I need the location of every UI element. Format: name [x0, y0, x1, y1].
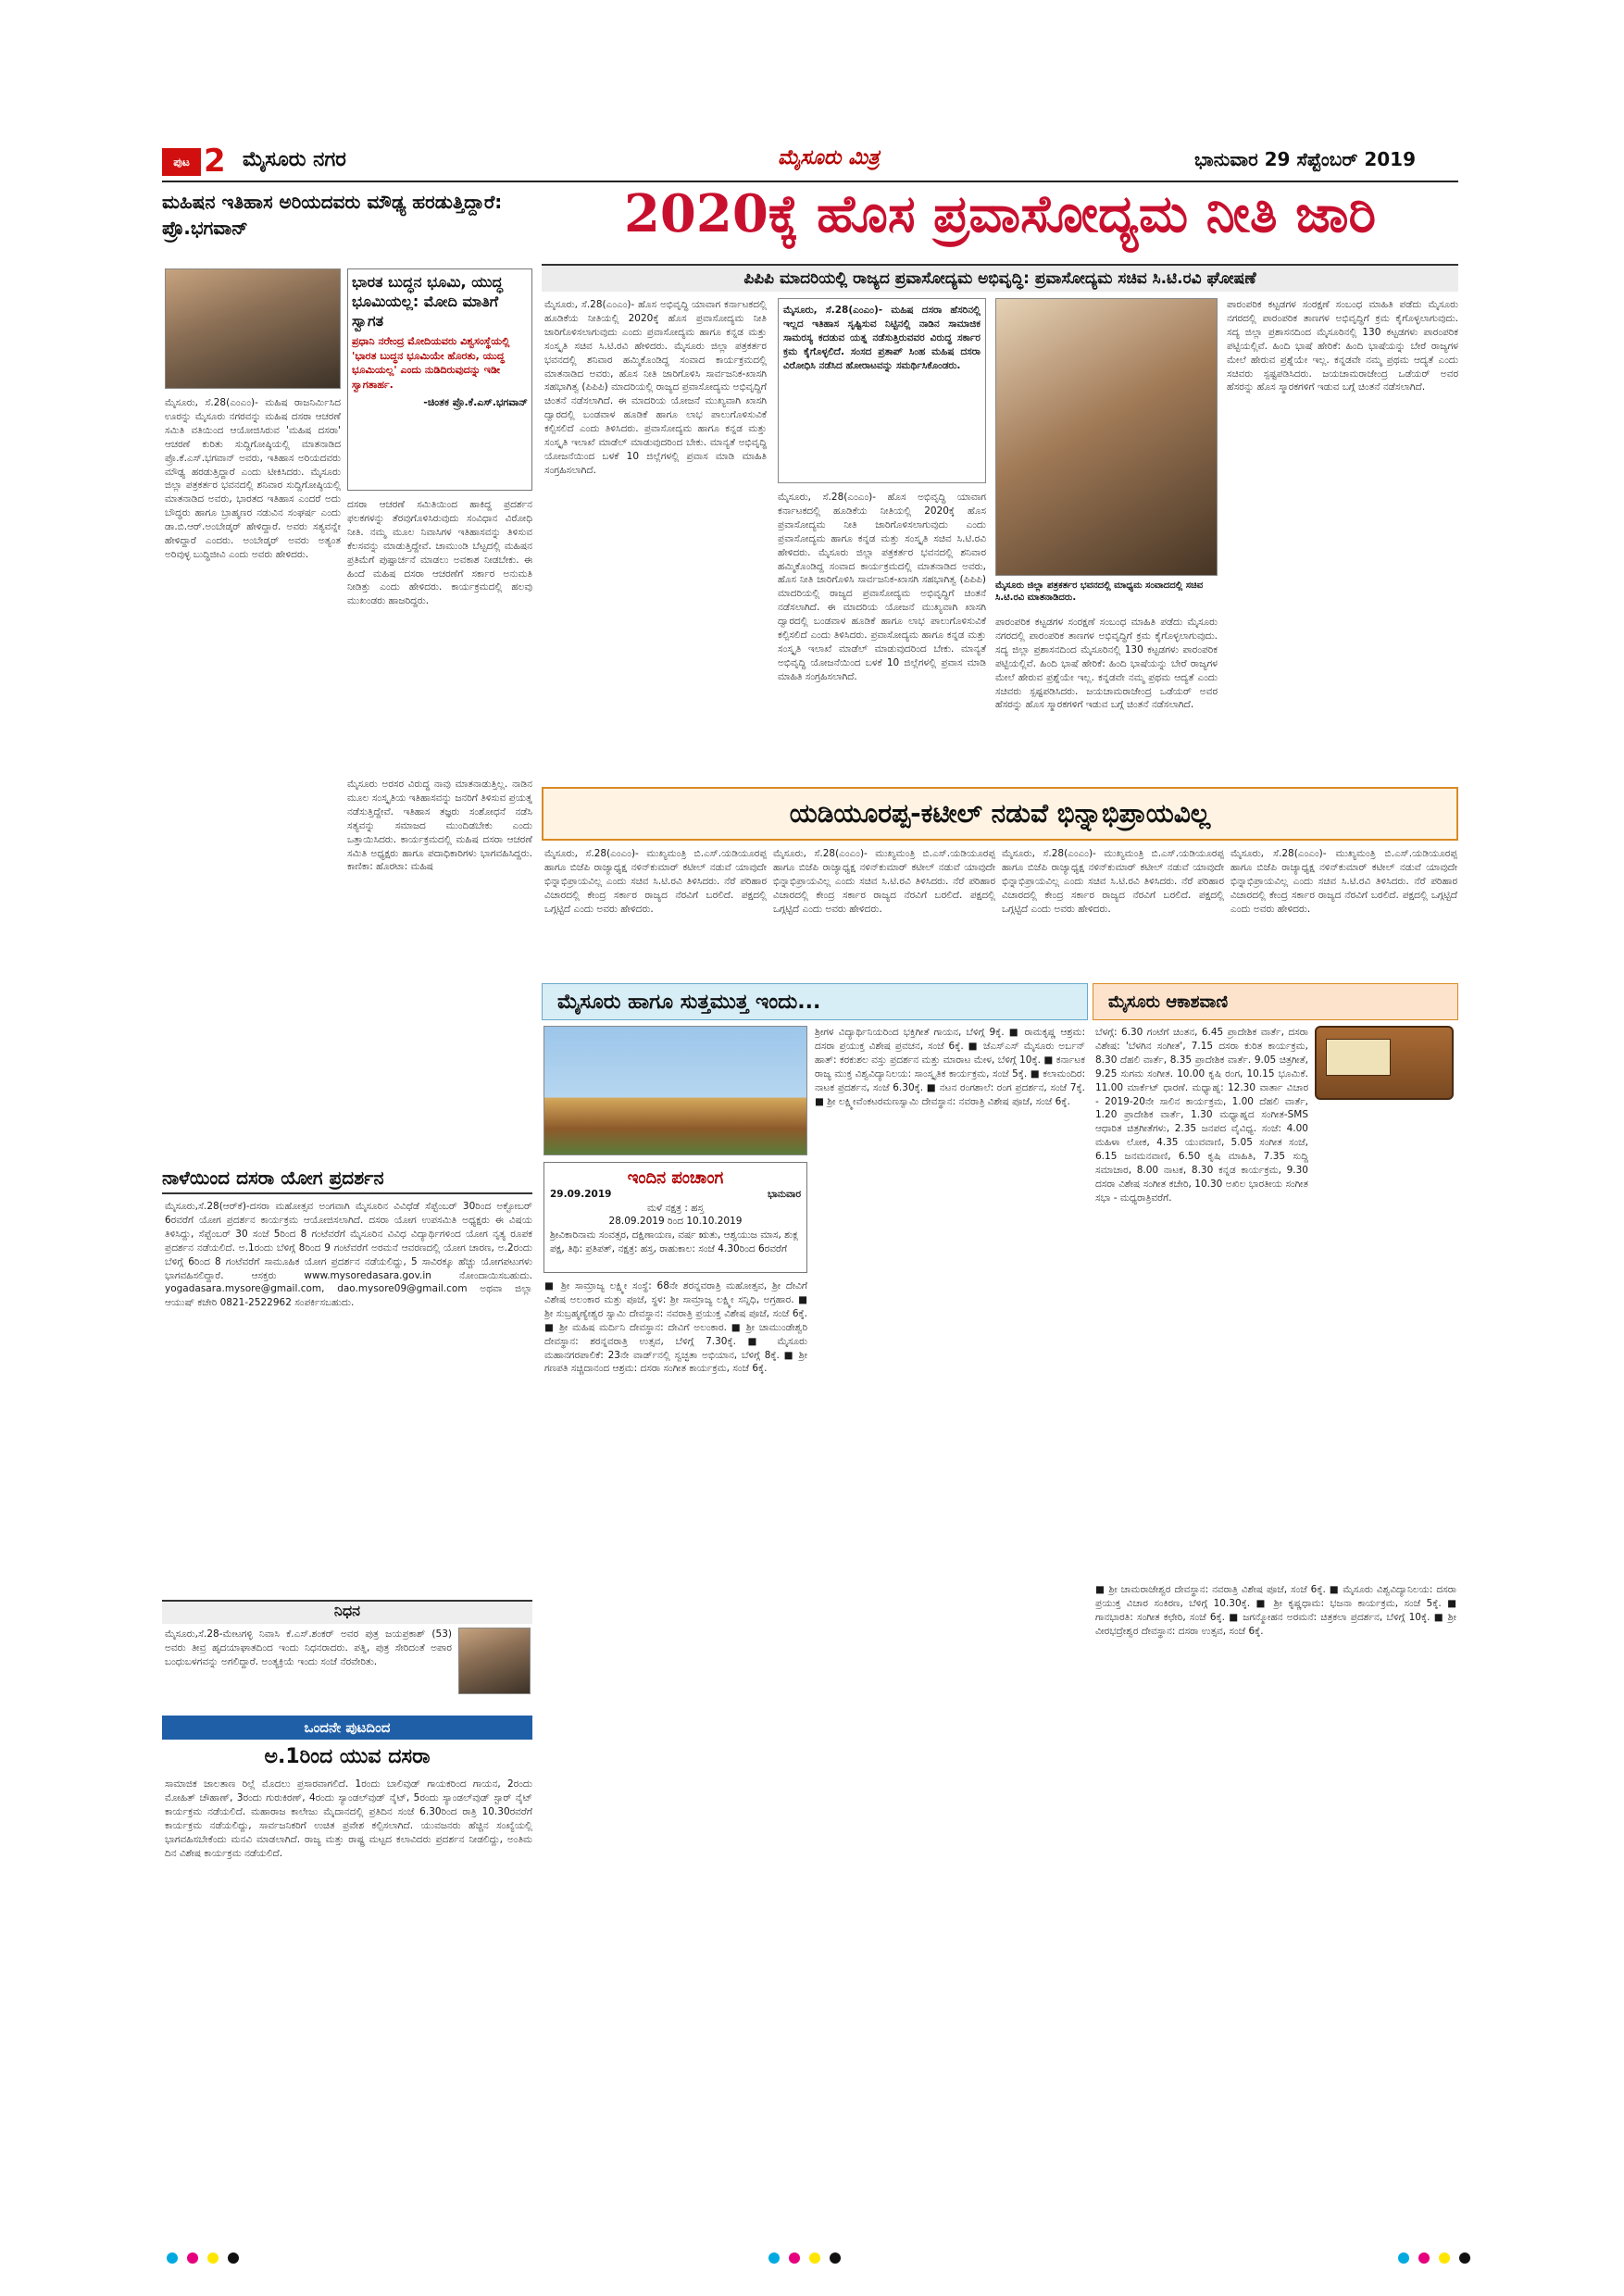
- side-story-col-3: ಮೈಸೂರು ಅರಸರ ವಿರುದ್ಧ ನಾವು ಮಾತನಾಡುತ್ತಿಲ್ಲ. ನಾಡಿನ ಮೂಲ ಸಂಸ್ಕೃತಿಯ ಇತಿಹಾಸವನ್ನು ಜನರಿಗೆ ತಿಳಿಸುವ ಪ್ರಯತ್ನ ನಡೆಸುತ್ತಿದ್ದೇವೆ. ಇತಿಹಾಸ ತಜ್ಞರು ಸಂಶೋಧನೆ ನಡೆಸಿ ಸತ್ಯವನ್ನು ಸಮಾಜದ ಮುಂದಿಡಬೇಕು ಎಂದು ಒತ್ತಾಯಿಸಿದರು. ಕಾರ್ಯಕ್ರಮದಲ್ಲಿ ಮಹಿಷ ದಸರಾ ಆಚರಣೆ ಸಮಿತಿ ಅಧ್ಯಕ್ಷರು ಹಾಗೂ ಪದಾಧಿಕಾರಿಗಳು ಭಾಗವಹಿಸಿದ್ದರು. ಕಾಣಿಕಾ: ಹೊರಟಾ: ಮಹಿಷ: [347, 779, 532, 873]
- events-col-a: ■ ಶ್ರೀ ಸಾಮ್ರಾಜ್ಯ ಲಕ್ಷ್ಮೀ ಸಂಸ್ಥೆ: 68ನೇ ಶರನ್ನವರಾತ್ರಿ ಮಹೋತ್ಸವ, ಶ್ರೀ ದೇವಿಗೆ ವಿಶೇಷ ಅಲಂಕಾರ ಮತ್ತು ಪೂಜೆ, ಸ್ಥಳ: ಶ್ರೀ ಸಾಮ್ರಾಜ್ಯ ಲಕ್ಷ್ಮೀ ಸನ್ನಿಧಿ, ಅಗ್ರಹಾರ. ■ ಶ್ರೀ ಸುಬ್ರಹ್ಮಣ್ಯೇಶ್ವರ ಸ್ವಾಮಿ ದೇವಸ್ಥಾನ: ನವರಾತ್ರಿ ಪ್ರಯುಕ್ತ ವಿಶೇಷ ಪೂಜೆ, ಸಂಜೆ 6ಕ್ಕೆ. ■ ಶ್ರೀ ಮಹಿಷ ಮರ್ದಿನಿ ದೇವಸ್ಥಾನ: ದೇವಿಗೆ ಅಲಂಕಾರ. ■ ಶ್ರೀ ಚಾಮುಂಡೇಶ್ವರಿ ದೇವಸ್ಥಾನ: ಶರನ್ನವರಾತ್ರಿ ಉತ್ಸವ, ಬೆಳಿಗ್ಗೆ 7.30ಕ್ಕೆ. ■ ಮೈಸೂರು ಮಹಾನಗರಪಾಲಿಕೆ: 23ನೇ ವಾರ್ಡ್‌ನಲ್ಲಿ ಸ್ವಚ್ಛತಾ ಅಭಿಯಾನ, ಬೆಳಿಗ್ಗೆ 8ಕ್ಕೆ. ■ ಶ್ರೀ ಗಣಪತಿ ಸಚ್ಚಿದಾನಂದ ಆಶ್ರಮ: ದಸರಾ ಸಂಗೀತ ಕಾರ್ಯಕ್ರಮ, ಸಂಜೆ 6ಕ್ಕೆ.: [544, 1280, 807, 1375]
- dasara-yoga-body: ಮೈಸೂರು,ಸೆ.28(ಆರ್‌ಕೆ)-ದಸರಾ ಮಹೋತ್ಸವ ಅಂಗವಾಗಿ ಮೈಸೂರಿನ ವಿವಿಧೆಡೆ ಸೆಪ್ಟೆಂಬರ್ 30ರಿಂದ ಅಕ್ಟೋಬರ್ 6ರವರೆಗೆ ಯೋಗ ಪ್ರದರ್ಶನ ಕಾರ್ಯಕ್ರಮ ಆಯೋಜಿಸಲಾಗಿದೆ. ದಸರಾ ಯೋಗ ಉಪಸಮಿತಿ ಅಧ್ಯಕ್ಷರು ಈ ವಿಷಯ ತಿಳಿಸಿದ್ದು, ಸೆಪ್ಟೆಂಬರ್ 30 ಸಂಜೆ 5ರಿಂದ 8 ಗಂಟೆವರೆಗೆ ಮೈಸೂರಿನ ವಿವಿಧ ವಿದ್ಯಾರ್ಥಿಗಳಿಂದ ಯೋಗ ನೃತ್ಯ ರೂಪಕ ಪ್ರದರ್ಶನ ನಡೆಯಲಿದೆ. ಅ.1ರಂದು ಬೆಳಿಗ್ಗೆ 8ರಿಂದ 9 ಗಂಟೆವರೆಗೆ ಅರಮನೆ ಆವರಣದಲ್ಲಿ ಯೋಗ ಚಾರಣ, ಅ.2ರಂದು ಬೆಳಿಗ್ಗೆ 6ರಿಂದ 8 ಗಂಟೆವರೆಗೆ ಸಾಮೂಹಿಕ ಯೋಗ ಪ್ರದರ್ಶನ ನಡೆಯಲಿದ್ದು, 5 ಸಾವಿರಕ್ಕೂ ಹೆಚ್ಚು ಯೋಗಪಟುಗಳು ಭಾಗವಹಿಸಲಿದ್ದಾರೆ. ಆಸಕ್ತರು www.mysoredasara.gov.in ನೋಂದಾಯಿಸಬಹುದು. yogadasara.mysore@gmail.com, dao.mysore09@gmail.com ಅಥವಾ ಜಿಲ್ಲಾ ಆಯುಷ್ ಕಚೇರಿ 0821-2522962 ಸಂಪರ್ಕಿಸಬಹುದು.: [165, 1201, 532, 1309]
- cyan-mark: [1398, 2252, 1409, 2264]
- mid-headline: ಯಡಿಯೂರಪ್ಪ-ಕಟೀಲ್ ನಡುವೆ ಭಿನ್ನಾಭಿಪ್ರಾಯವಿಲ್ಲ: [542, 787, 1458, 841]
- panchanga-text: ಶ್ರೀವಿಕಾರಿನಾಮ ಸಂವತ್ಸರ, ದಕ್ಷಿಣಾಯಣ, ವರ್ಷ ಋತು, ಆಶ್ವಯುಜ ಮಾಸ, ಶುಕ್ಲ ಪಕ್ಷ, ತಿಥಿ: ಪ್ರತಿಪತ್, ನಕ್ಷತ್ರ: ಹಸ್ತ, ರಾಹುಕಾಲ: ಸಂಜೆ 4.30ರಿಂದ 6ರವರೆಗೆ: [550, 1229, 799, 1254]
- radio-dial: [1326, 1039, 1391, 1076]
- panchanga-title: ಇಂದಿನ ಪಂಚಾಂಗ: [627, 1168, 724, 1188]
- events-col-c: ■ ಶ್ರೀ ಚಾಮರಾಜೇಶ್ವರ ದೇವಸ್ಥಾನ: ನವರಾತ್ರಿ ವಿಶೇಷ ಪೂಜೆ, ಸಂಜೆ 6ಕ್ಕೆ. ■ ಮೈಸೂರು ವಿಶ್ವವಿದ್ಯಾನಿಲಯ: ದಸರಾ ಪ್ರಯುಕ್ತ ವಿಚಾರ ಸಂಕಿರಣ, ಬೆಳಿಗ್ಗೆ 10.30ಕ್ಕೆ. ■ ಶ್ರೀ ಕೃಷ್ಣಧಾಮ: ಭಜನಾ ಕಾರ್ಯಕ್ರಮ, ಸಂಜೆ 5ಕ್ಕೆ. ■ ಗಾನಭಾರತಿ: ಸಂಗೀತ ಕಛೇರಿ, ಸಂಜೆ 6ಕ್ಕೆ. ■ ಜಗನ್ಮೋಹನ ಅರಮನೆ: ಚಿತ್ರಕಲಾ ಪ್ರದರ್ಶನ, ಬೆಳಿಗ್ಗೆ 10ಕ್ಕೆ. ■ ಶ್ರೀ ವೀರಭದ್ರೇಶ್ವರ ದೇವಸ್ಥಾನ: ದಸರಾ ಉತ್ಸವ, ಸಂಜೆ 6ಕ್ಕೆ.: [1095, 1584, 1456, 1637]
- side-story-col-2: ದಸರಾ ಆಚರಣೆ ಸಮಿತಿಯಿಂದ ಹಾಕಿದ್ದ ಪ್ರದರ್ಶನ ಫಲಕಗಳನ್ನು ತೆರವುಗೊಳಿಸಿರುವುದು ಸಂವಿಧಾನ ವಿರೋಧಿ ನೀತಿ. ನಮ್ಮ ಮೂಲ ನಿವಾಸಿಗಳ ಇತಿಹಾಸವನ್ನು ತಿಳಿಸುವ ಕೆಲಸವನ್ನು ಮಾಡುತ್ತಿದ್ದೇವೆ. ಚಾಮುಂಡಿ ಬೆಟ್ಟದಲ್ಲಿ ಮಹಿಷನ ಪ್ರತಿಮೆಗೆ ಪುಷ್ಪಾರ್ಚನೆ ಮಾಡಲು ಅವಕಾಶ ನೀಡಬೇಕು. ಈ ಹಿಂದೆ ಮಹಿಷ ದಸರಾ ಆಚರಣೆಗೆ ಸರ್ಕಾರ ಅನುಮತಿ ನೀಡಿತ್ತು ಎಂದು ಹೇಳಿದರು. ಕಾರ್ಯಕ್ರಮದಲ್ಲಿ ಹಲವು ಮುಖಂಡರು ಹಾಜರಿದ್ದರು.: [347, 499, 532, 607]
- bhagavan-photo: [165, 268, 341, 389]
- ct-ravi-photo: [995, 298, 1218, 576]
- registration-marks-right: [1398, 2252, 1470, 2264]
- main-headline: 2020ಕ್ಕೆ ಹೊಸ ಪ್ರವಾಸೋದ್ಯಮ ನೀತಿ ಜಾರಿ: [623, 183, 1377, 244]
- akashavani-banner: ಮೈಸೂರು ಆಕಾಶವಾಣಿ: [1093, 983, 1458, 1020]
- side-quote-box: [347, 268, 532, 491]
- continued-headline: ಅ.1ರಿಂದ ಯುವ ದಸರಾ: [264, 1745, 431, 1768]
- registration-marks-center: [768, 2252, 841, 2264]
- ct-ravi-photo-caption: ಮೈಸೂರು ಜಿಲ್ಲಾ ಪತ್ರಕರ್ತರ ಭವನದಲ್ಲಿ ಮಾಧ್ಯಮ ಸಂವಾದದಲ್ಲಿ ಸಚಿವ ಸಿ.ಟಿ.ರವಿ ಮಾತನಾಡಿದರು.: [995, 580, 1204, 603]
- side-quote-title: ಭಾರತ ಬುದ್ಧನ ಭೂಮಿ, ಯುದ್ಧ ಭೂಮಿಯಲ್ಲ: ಮೋದಿ ಮಾತಿಗೆ ಸ್ವಾಗತ: [352, 273, 504, 330]
- yellow-mark: [207, 2252, 219, 2264]
- panchanga-star: ಮಳೆ ನಕ್ಷತ್ರ : ಹಸ್ತ: [647, 1202, 704, 1214]
- continued-banner: ಒಂದನೇ ಪುಟದಿಂದ: [162, 1716, 532, 1740]
- masthead: ಮೈಸೂರು ಮಿತ್ರ: [778, 146, 880, 169]
- panchanga-range: 28.09.2019 ರಿಂದ 10.10.2019: [608, 1216, 743, 1228]
- dateline: ಭಾನುವಾರ 29 ಸೆಪ್ಟೆಂಬರ್ 2019: [1194, 148, 1417, 170]
- yellow-mark: [1439, 2252, 1450, 2264]
- panchanga-date: 29.09.2019: [550, 1189, 612, 1200]
- events-col-b: ಶ್ರೀಗಳ ವಿದ್ಯಾರ್ಥಿನಿಯರಿಂದ ಭಕ್ತಿಗೀತೆ ಗಾಯನ, ಬೆಳಿಗ್ಗೆ 9ಕ್ಕೆ. ■ ರಾಮಕೃಷ್ಣ ಆಶ್ರಮ: ದಸರಾ ಪ್ರಯುಕ್ತ ವಿಶೇಷ ಪ್ರವಚನ, ಸಂಜೆ 6ಕ್ಕೆ. ■ ಜೆಎಸ್‌ಎಸ್ ಮೈಸೂರು ಅರ್ಬನ್ ಹಾತ್: ಕರಕುಶಲ ವಸ್ತು ಪ್ರದರ್ಶನ ಮತ್ತು ಮಾರಾಟ ಮೇಳ, ಬೆಳಿಗ್ಗೆ 10ಕ್ಕೆ. ■ ಕರ್ನಾಟಕ ರಾಜ್ಯ ಮುಕ್ತ ವಿಶ್ವವಿದ್ಯಾನಿಲಯ: ಸಾಂಸ್ಕೃತಿಕ ಕಾರ್ಯಕ್ರಮ, ಸಂಜೆ 5ಕ್ಕೆ. ■ ಕಲಾಮಂದಿರ: ನಾಟಕ ಪ್ರದರ್ಶನ, ಸಂಜೆ 6.30ಕ್ಕೆ. ■ ನಟನ ರಂಗಶಾಲೆ: ರಂಗ ಪ್ರದರ್ಶನ, ಸಂಜೆ 7ಕ್ಕೆ. ■ ಶ್ರೀ ಲಕ್ಷ್ಮೀವೆಂಕಟರಮಣಸ್ವಾಮಿ ದೇವಸ್ಥಾನ: ನವರಾತ್ರಿ ವಿಶೇಷ ಪೂಜೆ, ಸಂಜೆ 6ಕ್ಕೆ.: [815, 1027, 1085, 1107]
- panchanga-day: ಭಾನುವಾರ: [767, 1189, 801, 1200]
- akashavani-body: ಬೆಳಗ್ಗೆ: 6.30 ಗಂಟೆಗೆ ಚಿಂತನ, 6.45 ಪ್ರಾದೇಶಿಕ ವಾರ್ತೆ, ದಸರಾ ವಿಶೇಷ: 'ಬೆಳಗಿನ ಸಂಗೀತ', 7.15 ದಸರಾ ಕುರಿತ ಕಾರ್ಯಕ್ರಮ, 8.30 ದೆಹಲಿ ವಾರ್ತೆ, 8.35 ಪ್ರಾದೇಶಿಕ ವಾರ್ತೆ. 9.05 ಚಿತ್ರಗೀತೆ, 9.25 ಸುಗಮ ಸಂಗೀತ. 10.00 ಕೃಷಿ ರಂಗ, 10.15 ಭೂಮಿಕೆ. 11.00 ಮಾರ್ಕೆಟ್ ಧಾರಣೆ. ಮಧ್ಯಾಹ್ನ: 12.30 ವಾರ್ತಾ ವಿಚಾರ - 2019-20ನೇ ಸಾಲಿನ ಕಾರ್ಯಕ್ರಮ, 1.00 ದೆಹಲಿ ವಾರ್ತೆ, 1.20 ಪ್ರಾದೇಶಿಕ ವಾರ್ತೆ, 1.30 ಮಧ್ಯಾಹ್ನದ ಸಂಗೀತ-SMS ಆಧಾರಿತ ಚಿತ್ರಗೀತೆಗಳು, 2.35 ಜನಪದ ವೈವಿಧ್ಯ. ಸಂಜೆ: 4.00 ಮಹಿಳಾ ಲೋಕ, 4.35 ಯುವವಾಣಿ, 5.05 ಸಂಗೀತ ಸಂಜೆ, 6.15 ಜನಮನವಾಣಿ, 6.50 ಕೃಷಿ ಮಾಹಿತಿ, 7.35 ಸುದ್ದಿ ಸಮಾಚಾರ, 8.00 ನಾಟಕ, 8.30 ಕನ್ನಡ ಕಾರ್ಯಕ್ರಮ, 9.30 ದಸರಾ ವಿಶೇಷ ಸಂಗೀತ ಕಚೇರಿ, 10.30 ಅಖಿಲ ಭಾರತೀಯ ಸಂಗೀತ ಸಭಾ - ಮಧ್ಯರಾತ್ರಿವರೆಗೆ.: [1095, 1027, 1308, 1204]
- side-story-col-1: ಮೈಸೂರು, ಸೆ.28(ಎಂಎಂ)- ಮಹಿಷ ರಾಜನಿರ್ಮಿಸಿದ ಊರನ್ನು ಮೈಸೂರು ನಗರವನ್ನು ಮಹಿಷ ದಸರಾ ಆಚರಣೆ ಸಮಿತಿ ವತಿಯಿಂದ ಆಯೋಜಿಸಿರುವ 'ಮಹಿಷ ದಸರಾ' ಆಚರಣೆ ಕುರಿತು ಸುದ್ದಿಗೋಷ್ಠಿಯಲ್ಲಿ ಮಾತನಾಡಿದ ಪ್ರೊ.ಕೆ.ಎಸ್.ಭಗವಾನ್ ಅವರು, ಇತಿಹಾಸ ಅರಿಯದವರು ಮೌಢ್ಯ ಹರಡುತ್ತಿದ್ದಾರೆ ಎಂದು ಟೀಕಿಸಿದರು. ಮೈಸೂರು ಜಿಲ್ಲಾ ಪತ್ರಕರ್ತರ ಭವನದಲ್ಲಿ ಶನಿವಾರ ಸುದ್ದಿಗೋಷ್ಠಿಯಲ್ಲಿ ಮಾತನಾಡಿದ ಅವರು, ಭಾರತದ ಇತಿಹಾಸ ಎಂದರೆ ಅದು ಬೌದ್ಧರು ಹಾಗೂ ಬ್ರಾಹ್ಮಣರ ನಡುವಿನ ಸಂಘರ್ಷ ಎಂದು ಡಾ.ಬಿ.ಆರ್.ಅಂಬೇಡ್ಕರ್ ಹೇಳಿದ್ದಾರೆ. ಅವರು ಸತ್ಯವನ್ನೇ ಹೇಳಿದ್ದಾರೆ ಎಂದರು. ಅಂಬೇಡ್ಕರ್ ಅವರು ಅತ್ಯಂತ ಅರಿವುಳ್ಳ ಬುದ್ಧಿಜೀವಿ ಎಂದು ಅವರು ಹೇಳಿದರು.: [165, 397, 341, 560]
- mid-story-col-1: ಮೈಸೂರು, ಸೆ.28(ಎಂಎಂ)- ಮುಖ್ಯಮಂತ್ರಿ ಬಿ.ಎಸ್.ಯಡಿಯೂರಪ್ಪ ಹಾಗೂ ಬಿಜೆಪಿ ರಾಜ್ಯಾಧ್ಯಕ್ಷ ನಳಿನ್‌ಕುಮಾರ್ ಕಟೀಲ್ ನಡುವೆ ಯಾವುದೇ ಭಿನ್ನಾಭಿಪ್ರಾಯವಿಲ್ಲ ಎಂದು ಸಚಿವ ಸಿ.ಟಿ.ರವಿ ತಿಳಿಸಿದರು. ನೆರೆ ಪರಿಹಾರ ವಿಚಾರದಲ್ಲಿ ಕೇಂದ್ರ ಸರ್ಕಾರ ರಾಜ್ಯದ ನೆರವಿಗೆ ಬರಲಿದೆ. ಪಕ್ಷದಲ್ಲಿ ಒಗ್ಗಟ್ಟಿದೆ ಎಂದು ಅವರು ಹೇಳಿದರು.: [544, 848, 767, 915]
- obituary-photo: [458, 1628, 531, 1694]
- cyan-mark: [768, 2252, 780, 2264]
- mid-story-col-3: ಮೈಸೂರು, ಸೆ.28(ಎಂಎಂ)- ಮುಖ್ಯಮಂತ್ರಿ ಬಿ.ಎಸ್.ಯಡಿಯೂರಪ್ಪ ಹಾಗೂ ಬಿಜೆಪಿ ರಾಜ್ಯಾಧ್ಯಕ್ಷ ನಳಿನ್‌ಕುಮಾರ್ ಕಟೀಲ್ ನಡುವೆ ಯಾವುದೇ ಭಿನ್ನಾಭಿಪ್ರಾಯವಿಲ್ಲ ಎಂದು ಸಚಿವ ಸಿ.ಟಿ.ರವಿ ತಿಳಿಸಿದರು. ನೆರೆ ಪರಿಹಾರ ವಿಚಾರದಲ್ಲಿ ಕೇಂದ್ರ ಸರ್ಕಾರ ರಾಜ್ಯದ ನೆರವಿಗೆ ಬರಲಿದೆ. ಪಕ್ಷದಲ್ಲಿ ಒಗ್ಗಟ್ಟಿದೆ ಎಂದು ಅವರು ಹೇಳಿದರು.: [1002, 848, 1224, 915]
- black-mark: [228, 2252, 239, 2264]
- yellow-mark: [809, 2252, 820, 2264]
- continued-body: ಸಾಮಾಜಿಕ ಜಾಲತಾಣ ರಿಲ್ಲೆ ಮೊದಲು ಪ್ರಸಾರವಾಗಲಿದೆ. 1ರಂದು ಬಾಲಿವುಡ್ ಗಾಯಕರಿಂದ ಗಾಯನ, 2ರಂದು ಮೋಹಿತ್ ಚೌಹಾಣ್, 3ರಂದು ಗುರುಕಿರಣ್, 4ರಂದು ಸ್ಯಾಂಡಲ್‌ವುಡ್ ನೈಟ್, 5ರಂದು ಸ್ಯಾಂಡಲ್‌ವುಡ್ ಸ್ಟಾರ್ ನೈಟ್ ಕಾರ್ಯಕ್ರಮ ನಡೆಯಲಿದೆ. ಮಹಾರಾಜ ಕಾಲೇಜು ಮೈದಾನದಲ್ಲಿ ಪ್ರತಿದಿನ ಸಂಜೆ 6.30ರಿಂದ ರಾತ್ರಿ 10.30ರವರೆಗೆ ಕಾರ್ಯಕ್ರಮ ನಡೆಯಲಿದ್ದು, ಸಾರ್ವಜನಿಕರಿಗೆ ಉಚಿತ ಪ್ರವೇಶ ಕಲ್ಪಿಸಲಾಗಿದೆ. ಯುವಜನರು ಹೆಚ್ಚಿನ ಸಂಖ್ಯೆಯಲ್ಲಿ ಭಾಗವಹಿಸಬೇಕೆಂದು ಮನವಿ ಮಾಡಲಾಗಿದೆ. ರಾಜ್ಯ ಮತ್ತು ರಾಷ್ಟ್ರ ಮಟ್ಟದ ಕಲಾವಿದರು ಪ್ರದರ್ಶನ ನೀಡಲಿದ್ದು, ಅಂತಿಮ ದಿನ ವಿಶೇಷ ಕಾರ್ಯಕ್ರಮ ನಡೆಯಲಿದೆ.: [165, 1778, 532, 1859]
- page-label: ಪುಟ: [162, 148, 201, 176]
- main-story-col-1: ಮೈಸೂರು, ಸೆ.28(ಎಂಎಂ)- ಹೊಸ ಅಭಿವೃದ್ಧಿ ಯಾವಾಗ ಕರ್ನಾಟಕದಲ್ಲಿ ಹೂಡಿಕೆಯ ನೀತಿಯಲ್ಲಿ 2020ಕ್ಕೆ ಹೊಸ ಪ್ರವಾಸೋದ್ಯಮ ನೀತಿ ಜಾರಿಗೊಳಿಸಲಾಗುವುದು ಎಂದು ಪ್ರವಾಸೋದ್ಯಮ ಹಾಗೂ ಕನ್ನಡ ಮತ್ತು ಸಂಸ್ಕೃತಿ ಸಚಿವ ಸಿ.ಟಿ.ರವಿ ಹೇಳಿದರು. ಮೈಸೂರು ಜಿಲ್ಲಾ ಪತ್ರಕರ್ತರ ಭವನದಲ್ಲಿ ಶನಿವಾರ ಹಮ್ಮಿಕೊಂಡಿದ್ದ ಸಂವಾದ ಕಾರ್ಯಕ್ರಮದಲ್ಲಿ ಮಾತನಾಡಿದ ಅವರು, ಹೊಸ ನೀತಿ ಜಾರಿಗೊಳಿಸಿ ಸಾರ್ವಜನಿಕ-ಖಾಸಗಿ ಸಹಭಾಗಿತ್ವ (ಪಿಪಿಪಿ) ಮಾದರಿಯಲ್ಲಿ ರಾಜ್ಯದ ಪ್ರವಾಸೋದ್ಯಮ ಅಭಿವೃದ್ಧಿಗೆ ಚಿಂತನೆ ನಡೆಸಲಾಗಿದೆ. ಈ ಮಾದರಿಯ ಯೋಜನೆ ಮುಖ್ಯವಾಗಿ ಖಾಸಗಿ ದ್ವಾರದಲ್ಲಿ ಬಂಡವಾಳ ಹೂಡಿಕೆ ಹಾಗೂ ಲಾಭ ಪಾಲುಗೊಳಿಸುವಿಕೆ ಕಲ್ಪಿಸಲಿದೆ ಎಂದು ತಿಳಿಸಿದರು. ಪ್ರವಾಸೋದ್ಯಮ ಹಾಗೂ ಕನ್ನಡ ಮತ್ತು ಸಂಸ್ಕೃತಿ ಇಲಾಖೆ ಮಾಡೆಲ್ ಮಾಡುವುದರಿಂದ ಬೇಕು. ಮಾನ್ಯತೆ ಅಭಿವೃದ್ಧಿ ಯೋಜನೆಯಿಂದ ಬಳಕೆ 10 ಜಿಲ್ಲೆಗಳಲ್ಲಿ ಪ್ರವಾಸ ಮಾಡಿ ಮಾಹಿತಿ ಸಂಗ್ರಹಿಸಲಾಗಿದೆ.: [544, 299, 767, 476]
- registration-marks-left: [167, 2252, 239, 2264]
- main-story-col-2: ಮೈಸೂರು, ಸೆ.28(ಎಂಎಂ)- ಹೊಸ ಅಭಿವೃದ್ಧಿ ಯಾವಾಗ ಕರ್ನಾಟಕದಲ್ಲಿ ಹೂಡಿಕೆಯ ನೀತಿಯಲ್ಲಿ 2020ಕ್ಕೆ ಹೊಸ ಪ್ರವಾಸೋದ್ಯಮ ನೀತಿ ಜಾರಿಗೊಳಿಸಲಾಗುವುದು ಎಂದು ಪ್ರವಾಸೋದ್ಯಮ ಹಾಗೂ ಕನ್ನಡ ಮತ್ತು ಸಂಸ್ಕೃತಿ ಸಚಿವ ಸಿ.ಟಿ.ರವಿ ಹೇಳಿದರು. ಮೈಸೂರು ಜಿಲ್ಲಾ ಪತ್ರಕರ್ತರ ಭವನದಲ್ಲಿ ಶನಿವಾರ ಹಮ್ಮಿಕೊಂಡಿದ್ದ ಸಂವಾದ ಕಾರ್ಯಕ್ರಮದಲ್ಲಿ ಮಾತನಾಡಿದ ಅವರು, ಹೊಸ ನೀತಿ ಜಾರಿಗೊಳಿಸಿ ಸಾರ್ವಜನಿಕ-ಖಾಸಗಿ ಸಹಭಾಗಿತ್ವ (ಪಿಪಿಪಿ) ಮಾದರಿಯಲ್ಲಿ ರಾಜ್ಯದ ಪ್ರವಾಸೋದ್ಯಮ ಅಭಿವೃದ್ಧಿಗೆ ಚಿಂತನೆ ನಡೆಸಲಾಗಿದೆ. ಈ ಮಾದರಿಯ ಯೋಜನೆ ಮುಖ್ಯವಾಗಿ ಖಾಸಗಿ ದ್ವಾರದಲ್ಲಿ ಬಂಡವಾಳ ಹೂಡಿಕೆ ಹಾಗೂ ಲಾಭ ಪಾಲುಗೊಳಿಸುವಿಕೆ ಕಲ್ಪಿಸಲಿದೆ ಎಂದು ತಿಳಿಸಿದರು. ಪ್ರವಾಸೋದ್ಯಮ ಹಾಗೂ ಕನ್ನಡ ಮತ್ತು ಸಂಸ್ಕೃತಿ ಇಲಾಖೆ ಮಾಡೆಲ್ ಮಾಡುವುದರಿಂದ ಬೇಕು. ಮಾನ್ಯತೆ ಅಭಿವೃದ್ಧಿ ಯೋಜನೆಯಿಂದ ಬಳಕೆ 10 ಜಿಲ್ಲೆಗಳಲ್ಲಿ ಪ್ರವಾಸ ಮಾಡಿ ಮಾಹಿತಿ ಸಂಗ್ರಹಿಸಲಾಗಿದೆ.: [778, 492, 986, 682]
- black-mark: [830, 2252, 841, 2264]
- main-inset-text: ಮೈಸೂರು, ಸೆ.28(ಎಂಎಂ)- ಮಹಿಷ ದಸರಾ ಹೆಸರಿನಲ್ಲಿ ಇಲ್ಲದ ಇತಿಹಾಸ ಸೃಷ್ಟಿಸುವ ನಿಟ್ಟಿನಲ್ಲಿ ನಾಡಿನ ಸಾಮಾಜಿಕ ಸಾಮರಸ್ಯ ಕದಡುವ ಯತ್ನ ನಡೆಸುತ್ತಿರುವವರ ವಿರುದ್ಧ ಸರ್ಕಾರ ಕ್ರಮ ಕೈಗೊಳ್ಳಲಿದೆ. ಸಂಸದ ಪ್ರತಾಪ್ ಸಿಂಹ ಮಹಿಷ ದಸರಾ ವಿರೋಧಿಸಿ ನಡೆಸಿದ ಹೋರಾಟವನ್ನು ಸಮರ್ಥಿಸಿಕೊಂಡರು.: [783, 305, 981, 371]
- cyan-mark: [167, 2252, 178, 2264]
- mid-story-col-2: ಮೈಸೂರು, ಸೆ.28(ಎಂಎಂ)- ಮುಖ್ಯಮಂತ್ರಿ ಬಿ.ಎಸ್.ಯಡಿಯೂರಪ್ಪ ಹಾಗೂ ಬಿಜೆಪಿ ರಾಜ್ಯಾಧ್ಯಕ್ಷ ನಳಿನ್‌ಕುಮಾರ್ ಕಟೀಲ್ ನಡುವೆ ಯಾವುದೇ ಭಿನ್ನಾಭಿಪ್ರಾಯವಿಲ್ಲ ಎಂದು ಸಚಿವ ಸಿ.ಟಿ.ರವಿ ತಿಳಿಸಿದರು. ನೆರೆ ಪರಿಹಾರ ವಿಚಾರದಲ್ಲಿ ಕೇಂದ್ರ ಸರ್ಕಾರ ರಾಜ್ಯದ ನೆರವಿಗೆ ಬರಲಿದೆ. ಪಕ್ಷದಲ್ಲಿ ಒಗ್ಗಟ್ಟಿದೆ ಎಂದು ಅವರು ಹೇಳಿದರು.: [773, 848, 995, 915]
- mid-story-col-4: ಮೈಸೂರು, ಸೆ.28(ಎಂಎಂ)- ಮುಖ್ಯಮಂತ್ರಿ ಬಿ.ಎಸ್.ಯಡಿಯೂರಪ್ಪ ಹಾಗೂ ಬಿಜೆಪಿ ರಾಜ್ಯಾಧ್ಯಕ್ಷ ನಳಿನ್‌ಕುಮಾರ್ ಕಟೀಲ್ ನಡುವೆ ಯಾವುದೇ ಭಿನ್ನಾಭಿಪ್ರಾಯವಿಲ್ಲ ಎಂದು ಸಚಿವ ಸಿ.ಟಿ.ರವಿ ತಿಳಿಸಿದರು. ನೆರೆ ಪರಿಹಾರ ವಿಚಾರದಲ್ಲಿ ಕೇಂದ್ರ ಸರ್ಕಾರ ರಾಜ್ಯದ ನೆರವಿಗೆ ಬರಲಿದೆ. ಪಕ್ಷದಲ್ಲಿ ಒಗ್ಗಟ್ಟಿದೆ ಎಂದು ಅವರು ಹೇಳಿದರು.: [1230, 848, 1457, 915]
- main-subheadline: ಪಿಪಿಪಿ ಮಾದರಿಯಲ್ಲಿ ರಾಜ್ಯದ ಪ್ರವಾಸೋದ್ಯಮ ಅಭಿವೃದ್ಧಿ: ಪ್ರವಾಸೋದ್ಯಮ ಸಚಿವ ಸಿ.ಟಿ.ರವಿ ಘೋಷಣೆ: [542, 264, 1458, 292]
- main-story-col-4: ಪಾರಂಪರಿಕ ಕಟ್ಟಡಗಳ ಸಂರಕ್ಷಣೆ ಸಂಬಂಧ ಮಾಹಿತಿ ಪಡೆದು ಮೈಸೂರು ನಗರದಲ್ಲಿ ಪಾರಂಪರಿಕ ತಾಣಗಳ ಅಭಿವೃದ್ಧಿಗೆ ಕ್ರಮ ಕೈಗೊಳ್ಳಲಾಗುವುದು. ಸದ್ಯ ಜಿಲ್ಲಾ ಪ್ರಶಾಸನದಿಂದ ಮೈಸೂರಿನಲ್ಲಿ 130 ಕಟ್ಟಡಗಳು ಪಾರಂಪರಿಕ ಪಟ್ಟಿಯಲ್ಲಿವೆ. ಹಿಂದಿ ಭಾಷೆ ಹೇರಿಕೆ: ಹಿಂದಿ ಭಾಷೆಯನ್ನು ಬೇರೆ ರಾಜ್ಯಗಳ ಮೇಲೆ ಹೇರುವ ಪ್ರಶ್ನೆಯೇ ಇಲ್ಲ. ಕನ್ನಡವೇ ನಮ್ಮ ಪ್ರಥಮ ಆದ್ಯತೆ ಎಂದು ಸಚಿವರು ಸ್ಪಷ್ಟಪಡಿಸಿದರು. ಜಯಚಾಮರಾಜೇಂದ್ರ ಒಡೆಯರ್ ಅವರ ಹೆಸರನ್ನು ಹೊಸ ಸ್ಮಾರಕಗಳಿಗೆ ಇಡುವ ಬಗ್ಗೆ ಚಿಂತನೆ ನಡೆಸಲಾಗಿದೆ.: [1227, 299, 1458, 393]
- palace-photo: [543, 1026, 807, 1155]
- main-inset-box: [778, 298, 986, 483]
- magenta-mark: [1418, 2252, 1430, 2264]
- panchanga-date-row: [550, 1188, 801, 1202]
- events-banner: ಮೈಸೂರು ಹಾಗೂ ಸುತ್ತಮುತ್ತ ಇಂದು...: [542, 983, 1088, 1020]
- side-quote-signature: -ಚಿಂತಕ ಪ್ರೊ.ಕೆ.ಎಸ್.ಭಗವಾನ್: [423, 395, 528, 408]
- main-story-col-3: ಪಾರಂಪರಿಕ ಕಟ್ಟಡಗಳ ಸಂರಕ್ಷಣೆ ಸಂಬಂಧ ಮಾಹಿತಿ ಪಡೆದು ಮೈಸೂರು ನಗರದಲ್ಲಿ ಪಾರಂಪರಿಕ ತಾಣಗಳ ಅಭಿವೃದ್ಧಿಗೆ ಕ್ರಮ ಕೈಗೊಳ್ಳಲಾಗುವುದು. ಸದ್ಯ ಜಿಲ್ಲಾ ಪ್ರಶಾಸನದಿಂದ ಮೈಸೂರಿನಲ್ಲಿ 130 ಕಟ್ಟಡಗಳು ಪಾರಂಪರಿಕ ಪಟ್ಟಿಯಲ್ಲಿವೆ. ಹಿಂದಿ ಭಾಷೆ ಹೇರಿಕೆ: ಹಿಂದಿ ಭಾಷೆಯನ್ನು ಬೇರೆ ರಾಜ್ಯಗಳ ಮೇಲೆ ಹೇರುವ ಪ್ರಶ್ನೆಯೇ ಇಲ್ಲ. ಕನ್ನಡವೇ ನಮ್ಮ ಪ್ರಥಮ ಆದ್ಯತೆ ಎಂದು ಸಚಿವರು ಸ್ಪಷ್ಟಪಡಿಸಿದರು. ಜಯಚಾಮರಾಜೇಂದ್ರ ಒಡೆಯರ್ ಅವರ ಹೆಸರನ್ನು ಹೊಸ ಸ್ಮಾರಕಗಳಿಗೆ ಇಡುವ ಬಗ್ಗೆ ಚಿಂತನೆ ನಡೆಸಲಾಗಿದೆ.: [995, 617, 1218, 711]
- header-rule: [162, 181, 1458, 182]
- page-number: 2: [204, 143, 226, 180]
- obituary-heading: ನಿಧನ: [162, 1600, 532, 1624]
- magenta-mark: [187, 2252, 198, 2264]
- panchanga-box: [543, 1162, 807, 1273]
- dasara-yoga-headline: ನಾಳೆಯಿಂದ ದಸರಾ ಯೋಗ ಪ್ರದರ್ಶನ: [162, 1167, 532, 1194]
- side-headline: ಮಹಿಷನ ಇತಿಹಾಸ ಅರಿಯದವರು ಮೌಢ್ಯ ಹರಡುತ್ತಿದ್ದಾರೆ: ಪ್ರೊ.ಭಗವಾನ್: [162, 191, 503, 239]
- side-quote-body: ಪ್ರಧಾನಿ ನರೇಂದ್ರ ಮೋದಿಯವರು ವಿಶ್ವಸಂಸ್ಥೆಯಲ್ಲಿ 'ಭಾರತ ಬುದ್ಧನ ಭೂಮಿಯೇ ಹೊರತು, ಯುದ್ಧ ಭೂಮಿಯಲ್ಲ' ಎಂದು ನುಡಿದಿರುವುದನ್ನು ಇಡೀ ಸ್ವಾಗತಾರ್ಹ.: [352, 335, 510, 391]
- obituary-body: ಮೈಸೂರು,ಸೆ.28-ಮೇಟಗಳ್ಳಿ ನಿವಾಸಿ ಕೆ.ಎಸ್.ಶಂಕರ್ ಅವರ ಪುತ್ರ ಜಯಪ್ರಕಾಶ್ (53) ಅವರು ತೀವ್ರ ಹೃದಯಾಘಾತದಿಂದ ಇಂದು ನಿಧನರಾದರು. ಪತ್ನಿ, ಪುತ್ರ ಸೇರಿದಂತೆ ಅಪಾರ ಬಂಧುಬಳಗವನ್ನು ಅಗಲಿದ್ದಾರೆ. ಅಂತ್ಯಕ್ರಿಯೆ ಇಂದು ಸಂಜೆ ನೆರವೇರಿತು.: [165, 1628, 452, 1667]
- magenta-mark: [789, 2252, 800, 2264]
- black-mark: [1459, 2252, 1470, 2264]
- section-title: ಮೈಸೂರು ನಗರ: [243, 148, 346, 171]
